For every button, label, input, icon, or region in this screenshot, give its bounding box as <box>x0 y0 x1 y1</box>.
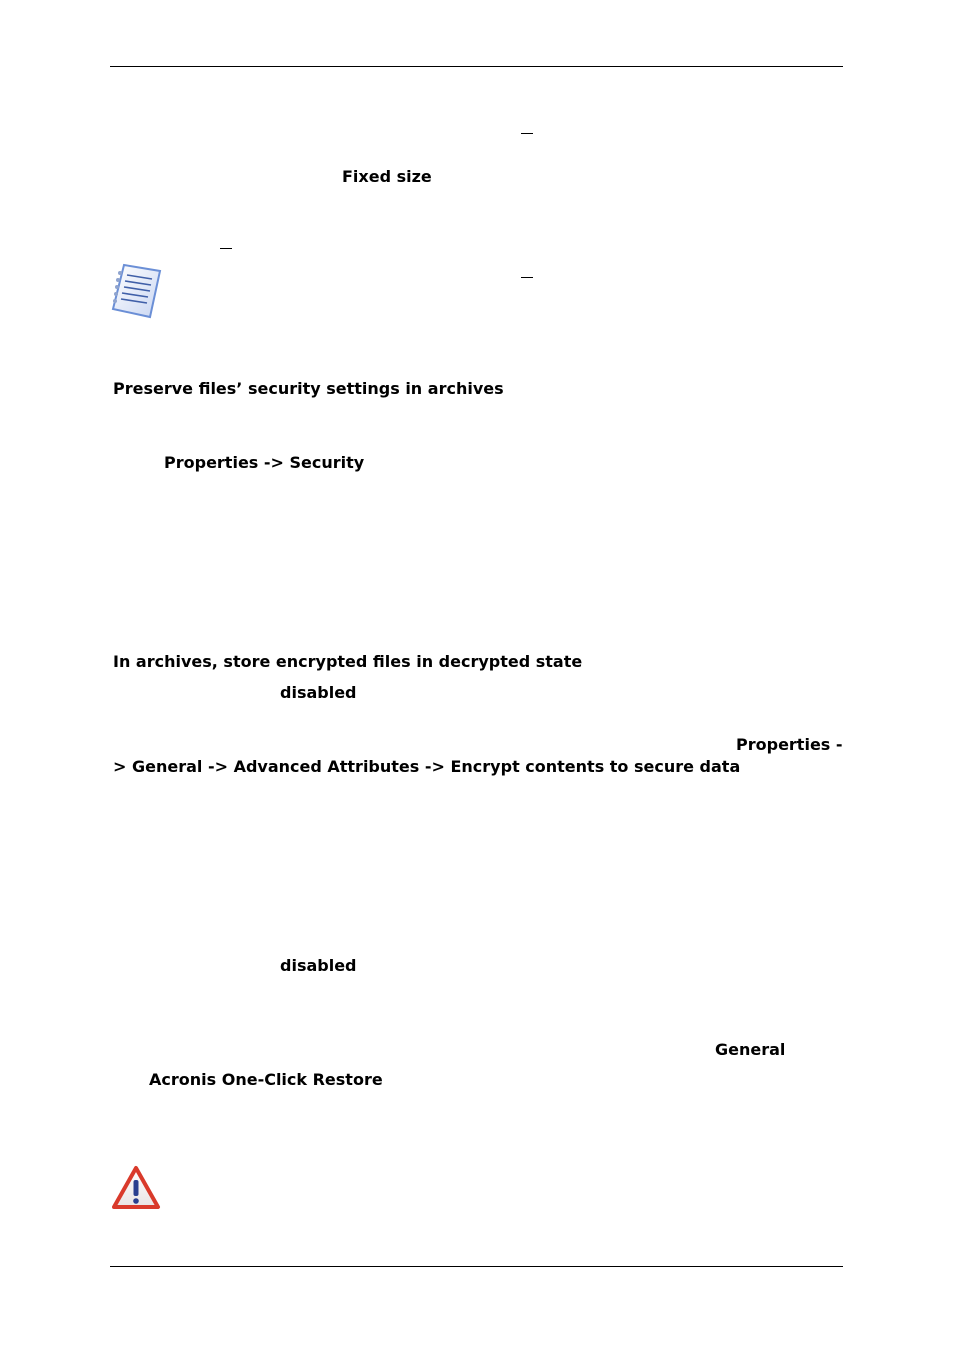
underscore-mark <box>521 277 533 278</box>
fixed-size-label: Fixed size <box>342 167 432 186</box>
footer-rule <box>110 1266 843 1267</box>
underscore-mark <box>220 248 232 249</box>
properties-path-start: Properties - <box>736 735 843 754</box>
general-label: General <box>715 1040 786 1059</box>
default-disabled-1: disabled <box>280 683 357 702</box>
encrypted-files-heading: In archives, store encrypted files in decrypted state <box>113 652 583 671</box>
default-disabled-2: disabled <box>280 956 357 975</box>
warning-icon <box>111 1165 161 1211</box>
preserve-security-heading: Preserve files’ security settings in archives <box>113 379 504 398</box>
one-click-restore-label: Acronis One-Click Restore <box>149 1070 383 1089</box>
header-rule <box>110 66 843 67</box>
note-icon <box>110 263 162 319</box>
advanced-attributes-path: > General -> Advanced Attributes -> Encrypt contents to secure data <box>113 757 741 776</box>
underscore-mark <box>521 133 533 134</box>
properties-security-path: Properties -> Security <box>164 453 365 472</box>
